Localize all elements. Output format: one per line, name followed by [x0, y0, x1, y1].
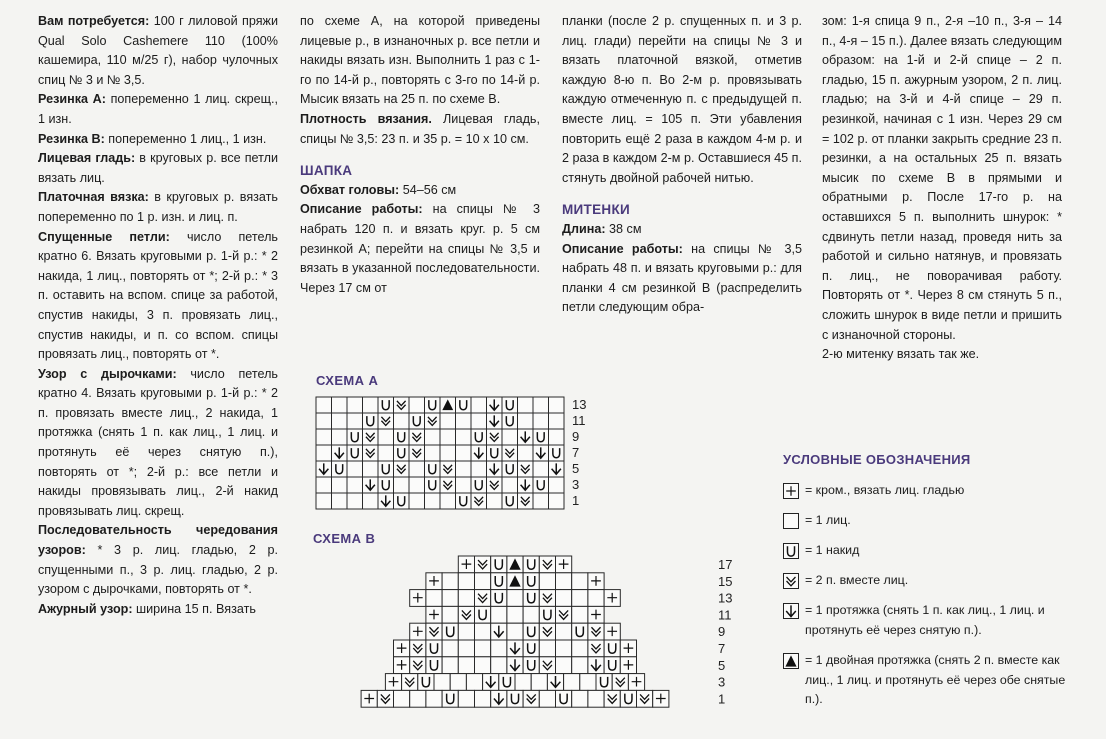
knit-symbol-cell: [450, 674, 466, 691]
legend-item-text: = 1 лиц.: [805, 513, 851, 527]
legend-item: [783, 481, 1073, 501]
k2tog-symbol-cell: [539, 590, 555, 607]
knit-symbol-cell: [466, 674, 482, 691]
hat-section-title: ШАПКА: [300, 163, 353, 179]
schema-b-row-number: 7: [718, 641, 726, 656]
k2tog-symbol-cell: [426, 623, 442, 640]
knit-symbol-cell: [458, 690, 474, 707]
stockinette-paragraph: Лицевая гладь: в круговых р. все петли вязать лиц.: [38, 151, 278, 185]
k2tog-symbol-cell: [637, 690, 653, 707]
edge-stitch-symbol-cell: [604, 590, 620, 607]
mittens-continued-paragraph: зом: 1-я спица 9 п., 2-я –10 п., 3-я – 14 п., 4-я – 15 п.). Далее вязать следующим образом: на 1-й и 2-й спице – 2 п. гладью, 15 п. ажурным узором, 2 п. лиц. гладью; на 3-й и 4-й спице – 29 п. резинкой, начиная с 1 изн. Через 29 см = 102 р. от планки закрыть средние 23 п. резинки, а на остальных 25 п. вязать мысик по схеме В в прямыми и обратными р. После 17-го р. на оставшихся 5 п. выполнить шнурок: * сдвинуть петли назад, проведя нить за работой и сильно натянув, и провязать п. лиц., не поворачивая работу. Повторять от *. Через 8 см стянуть 5 п., сложить шнурок в виде петли и пришить с изнаночной стороны.: [822, 14, 1062, 342]
yarn-over-symbol-cell: [475, 606, 491, 623]
legend-item: [783, 511, 1073, 531]
yarn-over-symbol-cell: [426, 657, 442, 674]
yarn-over-symbol-cell: [507, 690, 523, 707]
schema-a-row-number: 7: [572, 445, 580, 460]
knit-symbol-cell: [572, 606, 588, 623]
sequence-paragraph: Последовательность чередования узоров: * 3 р. лиц. гладью, 2 р. спущенными п., 3 р. лиц. гладью, 2 р. узором с дырочками, повторять от *.: [38, 523, 278, 597]
knit-symbol-cell: [572, 657, 588, 674]
edge-stitch-symbol-cell: [628, 674, 644, 691]
knit-symbol-cell: [507, 590, 523, 607]
k2tog-symbol-cell: [475, 556, 491, 573]
mittens-section-title: МИТЕНКИ: [562, 202, 630, 218]
legend-item: [783, 541, 1073, 561]
rib-a-paragraph: Резинка А: попеременно 1 лиц. скрещ., 1 изн.: [38, 92, 278, 126]
mittens-length-paragraph: Длина: 38 см: [562, 221, 642, 236]
knit-symbol-cell: [434, 674, 450, 691]
k2tog-symbol-cell: [539, 657, 555, 674]
eyelet-pattern-paragraph: Узор с дырочками: число петель кратно 4. Вязать круговыми р. 1-й р.: * 2 п. провязать вместе лиц., 2 накида, 1 протяжка (снять 1 п. как лиц., 1 лиц. и протянуть её через снятую п.), повторять от *; 2-й р.: все петли и накиды провязывать лиц., 2-й накид провязывать лиц. скрещ.: [38, 366, 278, 518]
knit-symbol: [783, 513, 799, 529]
lace-pattern-paragraph: Ажурный узор: ширина 15 п. Вязать: [38, 601, 256, 616]
knit-symbol-cell: [556, 623, 572, 640]
yarn-over-symbol-cell: [491, 590, 507, 607]
legend-item-text: = 2 п. вместе лиц.: [805, 573, 909, 587]
second-mitten-paragraph: 2-ю митенку вязать так же.: [822, 347, 980, 362]
k2tog-symbol-cell: [604, 690, 620, 707]
rib-b-paragraph: Резинка В: попеременно 1 лиц., 1 изн.: [38, 131, 267, 146]
yarn-over-symbol-cell: [426, 640, 442, 657]
schema-b-row-number: 15: [718, 573, 733, 589]
knit-symbol-cell: [564, 674, 580, 691]
edge-stitch-symbol-cell: [394, 657, 410, 674]
knit-symbol-cell: [475, 640, 491, 657]
yarn-over-symbol-cell: [523, 556, 539, 573]
yarn-over-symbol-cell: [523, 640, 539, 657]
legend-item-text: = кром., вязать лиц. гладью: [805, 483, 965, 497]
schema-b-row-number: 3: [718, 674, 726, 690]
knit-symbol-cell: [475, 573, 491, 590]
legend-item: [783, 601, 1073, 640]
schema-a-row-number: 3: [572, 477, 580, 492]
yarn-over-symbol-cell: [604, 657, 620, 674]
k2tog-symbol-cell: [475, 590, 491, 607]
yarn-over-symbol-cell: [596, 674, 612, 691]
knit-symbol-cell: [442, 573, 458, 590]
schema-b-row-number: 1: [718, 691, 726, 707]
edge-stitch-symbol-cell: [620, 657, 636, 674]
edge-stitch-symbol-cell: [588, 606, 604, 623]
yarn-over-symbol-cell: [523, 623, 539, 640]
materials-paragraph: Вам потребуется: 100 г лиловой пряжи Qual Solo Cashemere 110 (100% кашемира, 110 м/25 г), набор чулочных спиц № 3 и № 3,5.: [38, 14, 278, 87]
schema-a-title: СХЕМА А: [316, 373, 379, 388]
k2tog-symbol-cell: [539, 623, 555, 640]
yarn-over-symbol-cell: [418, 674, 434, 691]
knit-symbol-cell: [475, 623, 491, 640]
schema-a-row-number: 9: [572, 429, 580, 444]
knit-symbol-cell: [531, 674, 547, 691]
legend-item-text: = 1 двойная протяжка (снять 2 п. вместе как лиц., 1 лиц. и протянуть её через обе снятые п.).: [805, 653, 1066, 706]
knit-symbol-cell: [539, 640, 555, 657]
yarn-over-symbol-cell: [523, 590, 539, 607]
edge-stitch-symbol-cell: [653, 690, 669, 707]
slip-knit-pass-symbol-cell: [507, 640, 523, 657]
knit-symbol-cell: [458, 590, 474, 607]
knit-symbol-cell: [442, 606, 458, 623]
k2tog-symbol-cell: [377, 690, 393, 707]
slip-knit-pass-symbol-cell: [547, 674, 563, 691]
edge-stitch-symbol-cell: [588, 573, 604, 590]
hat-description-paragraph: Описание работы: на спицы № 3 набрать 120 п. и вязать круг. р. 5 см резинкой А; перейти на спицы № 3,5 и вязать в указанной последовательности. Через 17 см от: [300, 202, 540, 295]
schema-b-row-number: 11: [718, 607, 732, 623]
garter-paragraph: Платочная вязка: в круговых р. вязать попеременно по 1 р. изн. и лиц. п.: [38, 190, 278, 224]
double-decrease-symbol-cell: [507, 573, 523, 590]
slip-knit-pass-symbol: [783, 603, 799, 619]
knit-symbol-cell: [539, 573, 555, 590]
yarn-over-symbol-cell: [620, 690, 636, 707]
double-decrease-symbol-cell: [507, 556, 523, 573]
schema-b-row-number: 5: [718, 657, 726, 673]
k2tog-symbol-cell: [523, 690, 539, 707]
yarn-over-symbol-cell: [604, 640, 620, 657]
knit-symbol-cell: [458, 640, 474, 657]
edge-stitch-symbol-cell: [410, 590, 426, 607]
k2tog-symbol-cell: [539, 556, 555, 573]
knit-symbol-cell: [507, 623, 523, 640]
knit-symbol-cell: [458, 657, 474, 674]
knit-symbol-cell: [426, 590, 442, 607]
yarn-over-symbol-cell: [572, 623, 588, 640]
slip-knit-pass-symbol-cell: [491, 690, 507, 707]
edge-stitch-symbol-cell: [426, 573, 442, 590]
hat-continued-paragraph: планки (после 2 р. спущенных п. и 3 р. лиц. глади) перейти на спицы № 3 и вязать платочной вязкой, отметив каждую 8-ю п. Во 2-м р. провязывать каждую отмеченную п. с предыдущей п. вместе лиц. = 105 п. Эти убавления повторить ещё 2 раза в каждом 4-м р. и 2 раза в каждом 2-м р. Оставшиеся 45 п. стянуть двойной рабочей нитью.: [562, 14, 802, 185]
knit-symbol-cell: [580, 674, 596, 691]
edge-stitch-symbol-cell: [426, 606, 442, 623]
k2tog-symbol-cell: [588, 640, 604, 657]
knit-symbol-cell: [491, 606, 507, 623]
legend-item: [783, 651, 1073, 710]
slip-knit-pass-symbol-cell: [491, 623, 507, 640]
k2tog-symbol-cell: [612, 674, 628, 691]
yarn-over-symbol-cell: [499, 674, 515, 691]
knit-symbol-cell: [572, 590, 588, 607]
knit-symbol-cell: [523, 606, 539, 623]
knit-symbol-cell: [410, 690, 426, 707]
knit-symbol-cell: [491, 657, 507, 674]
knit-symbol-cell: [572, 640, 588, 657]
edge-stitch-symbol-cell: [620, 640, 636, 657]
knit-symbol-cell: [394, 690, 410, 707]
yarn-over-symbol-cell: [539, 606, 555, 623]
double-decrease-symbol: [783, 653, 799, 669]
slip-knit-pass-symbol-cell: [507, 657, 523, 674]
slip-knit-pass-symbol-cell: [483, 674, 499, 691]
dropped-stitches-paragraph: Спущенные петли: число петель кратно 6. Вязать круговыми р. 1-й р.: * 2 накида, 1 лиц., повторять от *; 2-й р.: * 3 п. оставить на вспом. спице за работой, спустив накиды, 3 п. провязать лиц., спустив накиды, и п. со вспом. спицы провязать лиц., повторять от *.: [38, 229, 278, 362]
yarn-over-symbol-cell: [523, 657, 539, 674]
knit-symbol-cell: [475, 657, 491, 674]
knit-symbol-cell: [442, 590, 458, 607]
k2tog-symbol-cell: [588, 623, 604, 640]
knit-symbol-cell: [572, 690, 588, 707]
edge-stitch-symbol-cell: [604, 623, 620, 640]
knit-symbol-cell: [515, 674, 531, 691]
k2tog-symbol-cell: [410, 640, 426, 657]
k2tog-symbol-cell: [410, 657, 426, 674]
hat-size-paragraph: Обхват головы: 54–56 см: [300, 182, 457, 197]
knit-symbol-cell: [475, 690, 491, 707]
schema-a-row-number: 11: [572, 413, 586, 428]
yarn-over-symbol: [783, 543, 799, 559]
schema-b-row-number: 17: [718, 557, 733, 572]
yarn-over-symbol-cell: [556, 690, 572, 707]
mittens-description-paragraph: Описание работы: на спицы № 3,5 набрать 48 п. и вязать круговыми р.: для планки 4 см резинкой В (распределить петли следующим обра-: [562, 241, 802, 315]
edge-stitch-symbol-cell: [385, 674, 401, 691]
knit-symbol-cell: [458, 623, 474, 640]
yarn-over-symbol-cell: [442, 623, 458, 640]
k2tog-symbol-cell: [402, 674, 418, 691]
yarn-over-symbol-cell: [491, 573, 507, 590]
legend-item: [783, 571, 1073, 591]
knit-symbol-cell: [539, 690, 555, 707]
schema-b-title: СХЕМА В: [313, 531, 376, 546]
k2tog-symbol: [783, 573, 799, 589]
schema-b-row-number: 13: [718, 590, 733, 606]
edge-stitch-symbol-cell: [361, 690, 377, 707]
schema-a-row-number: 5: [572, 461, 580, 476]
knit-symbol-cell: [572, 573, 588, 590]
yarn-over-symbol-cell: [491, 556, 507, 573]
schema-a-row-number: 13: [572, 397, 587, 412]
knit-symbol-cell: [442, 640, 458, 657]
knit-symbol-cell: [556, 640, 572, 657]
yarn-over-symbol-cell: [442, 690, 458, 707]
legend-item-text: = 1 протяжка (снять 1 п. как лиц., 1 лиц. и протянуть её через снятую п.).: [805, 603, 1045, 637]
edge-stitch-symbol-cell: [556, 556, 572, 573]
lace-continued-paragraph: по схеме А, на которой приведены лицевые р., в изнаночных р. все петли и накиды вязать изн. Выполнить 1 раз с 1-го по 14-й р., повторять с 3-го по 14-й р. Мысик вязать на 25 п. по схеме В.: [300, 14, 540, 107]
legend-title: УСЛОВНЫЕ ОБОЗНАЧЕНИЯ: [783, 452, 971, 467]
knit-symbol-cell: [507, 606, 523, 623]
knit-symbol-cell: [491, 640, 507, 657]
edge-stitch-symbol-cell: [394, 640, 410, 657]
k2tog-symbol-cell: [458, 606, 474, 623]
legend-item-text: = 1 накид: [805, 543, 860, 557]
knit-symbol-cell: [556, 590, 572, 607]
edge-stitch-symbol-cell: [458, 556, 474, 573]
gauge-paragraph: Плотность вязания. Лицевая гладь, спицы № 3,5: 23 п. и 35 р. = 10 х 10 см.: [300, 111, 540, 146]
yarn-over-symbol-cell: [523, 573, 539, 590]
edge-stitch-symbol: [783, 483, 799, 499]
knit-symbol-cell: [588, 690, 604, 707]
knit-symbol-cell: [556, 657, 572, 674]
knit-symbol-cell: [458, 573, 474, 590]
slip-knit-pass-symbol-cell: [588, 657, 604, 674]
knit-symbol-cell: [426, 690, 442, 707]
knit-symbol-cell: [588, 590, 604, 607]
schema-a-row-number: 1: [572, 493, 580, 508]
schema-b-row-number: 9: [718, 624, 726, 640]
knit-symbol-cell: [442, 657, 458, 674]
knit-symbol-cell: [556, 573, 572, 590]
k2tog-symbol-cell: [556, 606, 572, 623]
edge-stitch-symbol-cell: [410, 623, 426, 640]
